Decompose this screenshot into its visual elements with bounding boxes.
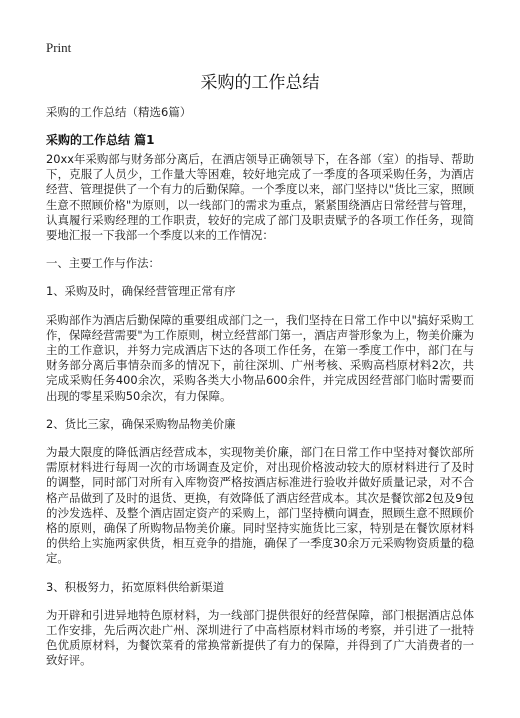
item-1-heading: 1、采购及时，确保经营管理正常有序 bbox=[46, 284, 236, 299]
item-3-heading: 3、积极努力，拓宽原料供给新渠道 bbox=[46, 579, 225, 594]
item-2-paragraph: 为最大限度的降低酒店经营成本，实现物美价廉，部门在日常工作中坚持对餐饮部所需原材料进行每周一次的市场调查及定价，对出现价格波动较大的原材料进行了及时的调整，同时部门对所有入库物资严格按酒店标准进行验收并做好质量记录，对不合格产品做到了及时的退货、更换，有效降低了酒店经营成本。其次是餐饮部2包及9包的沙发选样、及整个酒店固定资产的采购上，部门坚持横向调查，照顾生意不照顾价格的原则，确保了所购物品物美价廉。同时坚持实施货比三家，特别是在餐饮原材料的供给上实施两家供货，相互竞争的措施，确保了一季度30余万元采购物资质量的稳定。 bbox=[46, 445, 474, 566]
document-subtitle: 采购的工作总结（精选6篇） bbox=[46, 105, 192, 119]
print-link[interactable]: Print bbox=[46, 40, 72, 55]
main-work-heading: 一、主要工作与作法： bbox=[46, 256, 160, 271]
article-body bbox=[46, 152, 474, 682]
page-title: 采购的工作总结 bbox=[200, 73, 320, 93]
item-1-paragraph: 采购部作为酒店后勤保障的重要组成部门之一，我们坚持在日常工作中以"搞好采购工作，保障经营需要"为工作原则，树立经营部门第一，酒店声誉形象为上，物美价廉为主的工作意识，并努力完成酒店下达的各项工作任务，在第一季度工作中，部门在与财务部分离后事情杂而多的情况下，前往深圳、广州考核、采购高档原材料2次，共完成采购任务400余次，采购各类大小物品600余件，并完成因经营部门临时需要而出现的零星采购50余次，有力保障。 bbox=[46, 312, 474, 403]
item-2-heading: 2、货比三家，确保采购物品物美价廉 bbox=[46, 416, 236, 431]
item-3-paragraph: 为开辟和引进异地特色原材料，为一线部门提供很好的经营保障，部门根据酒店总体工作安排，先后两次赴广州、深圳进行了中高档原材料市场的考察，并引进了一批特色优质原材料，为餐饮菜肴的常换常新提供了有力的保障，并得到了广大消费者的一致好评。 bbox=[46, 607, 474, 668]
intro-paragraph: 20xx年采购部与财务部分离后，在酒店领导正确领导下，在各部（室）的指导、帮助下，克服了人员少，工作量大等困难，较好地完成了一季度的各项采购任务，为酒店经营、管理提供了一个有力的后勤保障。一个季度以来，部门坚持以"货比三家，照顾生意不照顾价格"为原则，以一线部门的需求为重点，紧紧围绕酒店日常经营与管理，认真履行采购经理的工作职责，较好的完成了部门及职责赋予的各项工作任务，现简要地汇报一下我部一个季度以来的工作情况： bbox=[46, 152, 474, 243]
section-heading: 采购的工作总结 篇1 bbox=[46, 133, 155, 147]
